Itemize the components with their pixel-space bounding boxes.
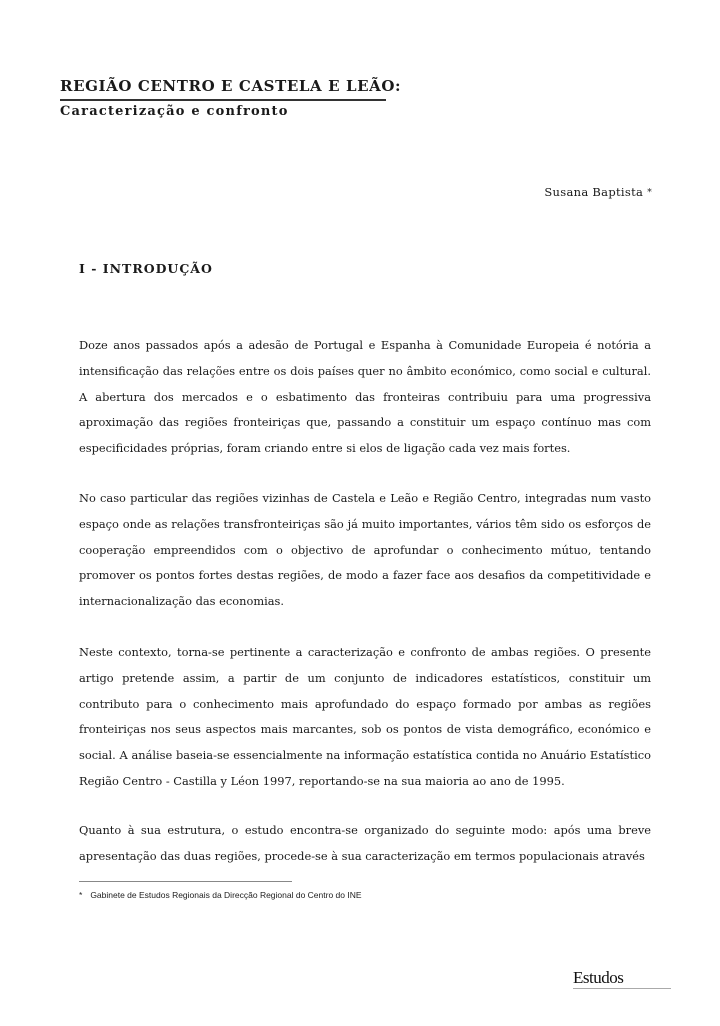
footnote-text: Gabinete de Estudos Regionais da Direcção Regional do Centro do INE: [90, 890, 362, 900]
footer-underline: [573, 988, 671, 989]
article-subtitle: Caracterização e confronto: [60, 104, 289, 119]
paragraph-4: Quanto à sua estrutura, o estudo encontra-se organizado do seguinte modo: após uma breve apresentação das duas regiões, procede-se à sua caracterização em termos populacionais através: [79, 823, 651, 863]
author-name: Susana Baptista: [544, 185, 644, 199]
section-heading: I - INTRODUÇÃO: [79, 261, 213, 276]
article-title: REGIÃO CENTRO E CASTELA E LEÃO:: [60, 77, 402, 95]
paragraph-1: Doze anos passados após a adesão de Portugal e Espanha à Comunidade Europeia é notória a intensificação das relações entre os dois países quer no âmbito económico, como social e cultural. A abertura dos mercados e o esbatimento das fronteiras contribuiu para uma progressiva aproximação das regiões fronteiriças que, passando a constituir um espaço contínuo mas com especificidades próprias, foram criando entre si elos de ligação cada vez mais fortes.: [79, 338, 651, 456]
author-line: [544, 185, 652, 199]
paragraph-3: Neste contexto, torna-se pertinente a caracterização e confronto de ambas regiões. O presente artigo pretende assim, a partir de um conjunto de indicadores estatísticos, constituir um contributo para o conhecimento mais aprofundado do espaço formado por ambas as regiões fronteiriças nos seus aspectos mais marcantes, sob os pontos de vista demográfico, económico e social. A análise baseia-se essencialmente na informação estatística contida no Anuário Estatístico Região Centro - Castilla y Léon 1997, reportando-se na sua maioria ao ano de 1995.: [79, 645, 651, 788]
author-footnote-marker: *: [647, 188, 652, 198]
footnote-marker: *: [79, 890, 83, 900]
paragraph-2: No caso particular das regiões vizinhas de Castela e Leão e Região Centro, integradas num vasto espaço onde as relações transfronteiriças são já muito importantes, vários têm sido os esforços de cooperação empreendidos com o objectivo de aprofundar o conhecimento mútuo, tentando promover os pontos fortes destas regiões, de modo a fazer face aos desafios da competitividade e internacionalização das economias.: [79, 491, 651, 609]
footnote: [79, 890, 362, 900]
title-underline: [60, 99, 386, 101]
footer-section-label: Estudos: [573, 968, 624, 987]
footnote-divider: [79, 881, 292, 882]
